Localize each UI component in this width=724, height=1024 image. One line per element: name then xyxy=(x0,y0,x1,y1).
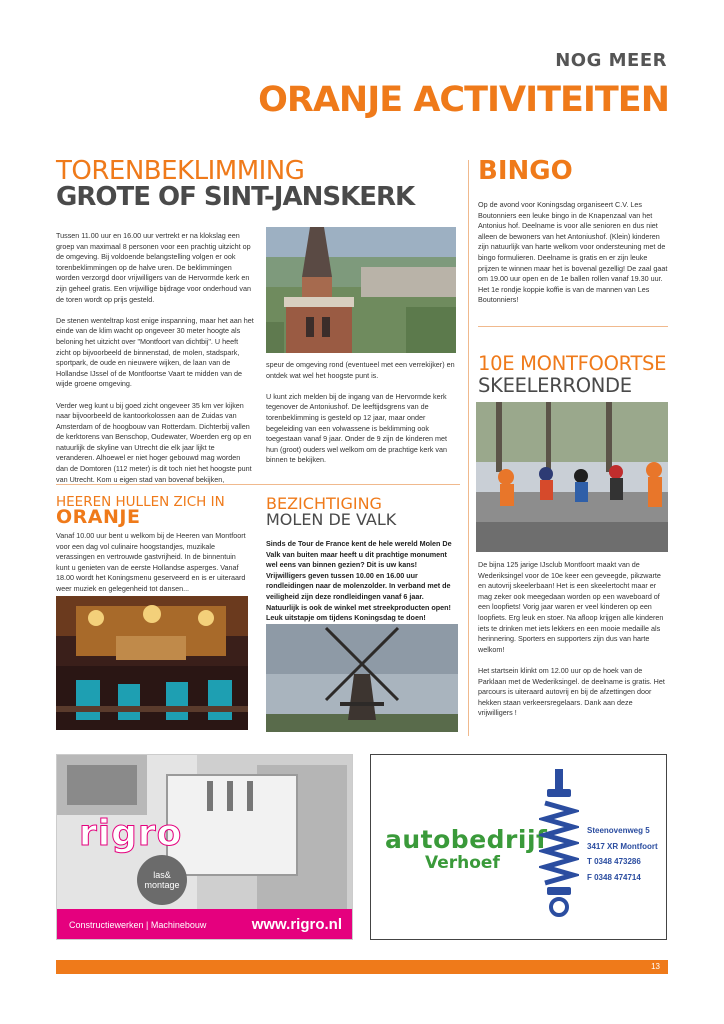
molen-title-line1: BEZICHTIGING xyxy=(266,494,382,513)
toren-column-2 xyxy=(266,360,456,466)
bingo-title: BINGO xyxy=(478,156,573,186)
bingo-divider xyxy=(478,326,668,327)
rigro-badge-line2: montage xyxy=(144,880,180,890)
verhoef-contact xyxy=(587,823,658,885)
verhoef-address-line2: 3417 XR Montfoort xyxy=(587,841,658,851)
heeren-title-line1: HEEREN HULLEN ZICH IN xyxy=(56,494,225,510)
page-headline: ORANJE ACTIVITEITEN xyxy=(258,80,669,120)
toren-column-1 xyxy=(56,231,254,485)
rigro-footer-bar xyxy=(57,909,353,940)
column-divider xyxy=(468,160,469,736)
rigro-badge-line1: las& xyxy=(153,870,171,880)
toren-title-line1: TORENBEKLIMMING xyxy=(56,156,305,186)
page-number: 13 xyxy=(651,962,660,971)
toren-paragraph: Verder weg kunt u bij goed zicht ongeveer 35 km ver kijken naar bijvoorbeeld de kantoorkolossen aan de Zuidas van Amsterdam of de hoogbouw van Rotterdam. Dichterbij vallen de kerktorens van Benschop, Oudewater, Woerden erg op en natuurlijk de skyline van Utrecht die elk jaar lijkt te veranderen. Alhoewel er niet hoger gebouwd mag worden dan de Domtoren (112 meter) is dit toch niet het hoogste punt van Utrecht. Kom u eigen stad van bovenaf bekijken, xyxy=(56,400,252,484)
toren-paragraph: U kunt zich melden bij de ingang van de Hervormde kerk tegenover de Antoniushof. De leeftijdsgrens van de torenbeklimming is gesteld op 12 jaar, maar onder begeleiding van een volwassene is beklimming ook toegestaan vanaf 9 jaar. Onder de 9 zijn de kinderen met hun (groot) ouders wel welkom om de prachtige kerk van binnen te bekijken. xyxy=(266,391,448,465)
molen-title-line2: MOLEN DE VALK xyxy=(266,510,397,529)
toren-paragraph: De stenen wenteltrap kost enige inspanning, maar het aan het einde van de klim wacht op ongeveer 30 meter hoogte als beloning het uitzicht over "Montfoort van dichtbij". U heeft zicht op bijvoorbeeld de binnenstad, de molen, stadspark, sportpark, de oude en nieuwere wijken, de laan van de Hollandse IJssel of de Montfoortse Vaart te midden van de wijde groene omgeving. xyxy=(56,315,254,389)
church-tower-photo xyxy=(266,227,456,353)
skeeler-title-line1: 10E MONTFOORTSE xyxy=(478,352,667,375)
molen-text: Sinds de Tour de France kent de hele wereld Molen De Valk van buiten maar heeft u dit prachtige monument wel eens van binnen gezien? Dit is uw kans! Vrijwilligers geven tussen 10.00 en 16.00 uur rondleidingen naar de molenzolder. In verband met de veiligheid zijn deze rondleidingen vanaf 6 jaar. Natuurlijk is ook de winkel met streekproducten open! Leuk uitstapje om tijdens Koningsdag te doen! xyxy=(266,539,452,623)
verhoef-address-line1: Steenovenweg 5 xyxy=(587,826,650,835)
bingo-text: Op de avond voor Koningsdag organiseert C.V. Les Boutonniers een leuke bingo in de Knapenzaal van het Antonius hof. Deelname is voor alle senioren en dus niet alleen de bewoners van het Antoniushof. (Klein) kinderen zijn natuurlijk van harte welkom voor ondersteuning met de bingo formulieren. Deelname is gratis en er zijn leuke prijzen te winnen maar het is bovenal gezellig! De zaal gaat om 19.00 uur open en de 1e ballen rollen vanaf 19.30 uur. Het 1e rondje koppie koffie is van de mannen van Les Boutonniers! xyxy=(478,200,668,305)
section-divider xyxy=(56,484,460,485)
heeren-text: Vanaf 10.00 uur bent u welkom bij de Heeren van Montfoort voor een dag vol culinaire hoogstandjes, muzikale verassingen en vertrouwde gastvrijheid. In de binnentuin kunt u genieten van de eerste Hollandse asperges. Vanaf 18.00 wordt het Koningsmenu geserveerd en is er uiteraard weer muziek en gelegenheid tot dansen... xyxy=(56,531,246,593)
kicker-heading: NOG MEER xyxy=(555,50,667,71)
skeeler-paragraph: Het startsein klinkt om 12.00 uur op de hoek van de Parklaan met de Wederiksingel. de deelname is gratis. Het parcours is uiteraard autovrij en bij de afzettingen door hekken staan verkeersregelaars. Dank aan deze vrijwilligers ! xyxy=(478,665,665,718)
heeren-title-line2: ORANJE xyxy=(56,506,141,528)
skeeler-paragraph: De bijna 125 jarige IJsclub Montfoort maakt van de Wederiksingel voor de 10e keer een geveegde, pikzwarte en autovrij skeelerbaan! Het is een skeelertocht maar er mag zeker ook meegedaan worden op een waveboard of een loopfiets! Vorig jaar waren er veel kinderen op een loopfiets. Erg leuk en stoer. Na afloop krijgen alle kinderen iets te drinken met iets lekkers en een mooie medaille als herinnering. Sporters en supporters zijn dus van harte welkom! xyxy=(478,560,664,654)
rigro-url-link[interactable]: www.rigro.nl xyxy=(251,916,342,933)
verhoef-logo-line1: autobedrijf xyxy=(385,825,548,854)
rigro-badge xyxy=(137,855,187,905)
rigro-logo: rigro xyxy=(79,813,183,854)
verhoef-fax: F 0348 474714 xyxy=(587,872,641,882)
toren-paragraph: speur de omgeving rond (eventueel met een verrekijker) en ontdek wat wel het hoogste punt is. xyxy=(266,360,455,380)
skeeler-title-line2: SKEELERRONDE xyxy=(478,374,632,397)
shock-absorber-icon xyxy=(539,769,579,919)
rigro-tagline: Constructiewerken | Machinebouw xyxy=(69,920,207,930)
verhoef-advertisement[interactable] xyxy=(370,754,667,940)
restaurant-interior-photo xyxy=(56,596,248,730)
rigro-advertisement[interactable] xyxy=(56,754,353,940)
toren-paragraph: Tussen 11.00 uur en 16.00 uur vertrekt er na klokslag een groep van maximaal 8 personen voor een prachtig uitzicht op de omgeving. Bij voldoende belangstelling volgen er ook torenbeklimmingen op de halve uren. De beklimmingen worden verzorgd door vrijwilligers van de Hervormde kerk en zijn geheel gratis. Een vrijwillige bijdrage voor onderhoud van de toren wordt op prijs gesteld. xyxy=(56,231,251,304)
skeeler-text xyxy=(478,560,668,719)
toren-title-line2: GROTE OF SINT-JANSKERK xyxy=(56,182,415,212)
windmill-photo xyxy=(266,624,458,732)
verhoef-logo-line2: Verhoef xyxy=(425,853,500,873)
footer-bar xyxy=(56,960,668,974)
skeeler-race-photo xyxy=(476,402,668,552)
verhoef-phone: T 0348 473286 xyxy=(587,857,641,866)
